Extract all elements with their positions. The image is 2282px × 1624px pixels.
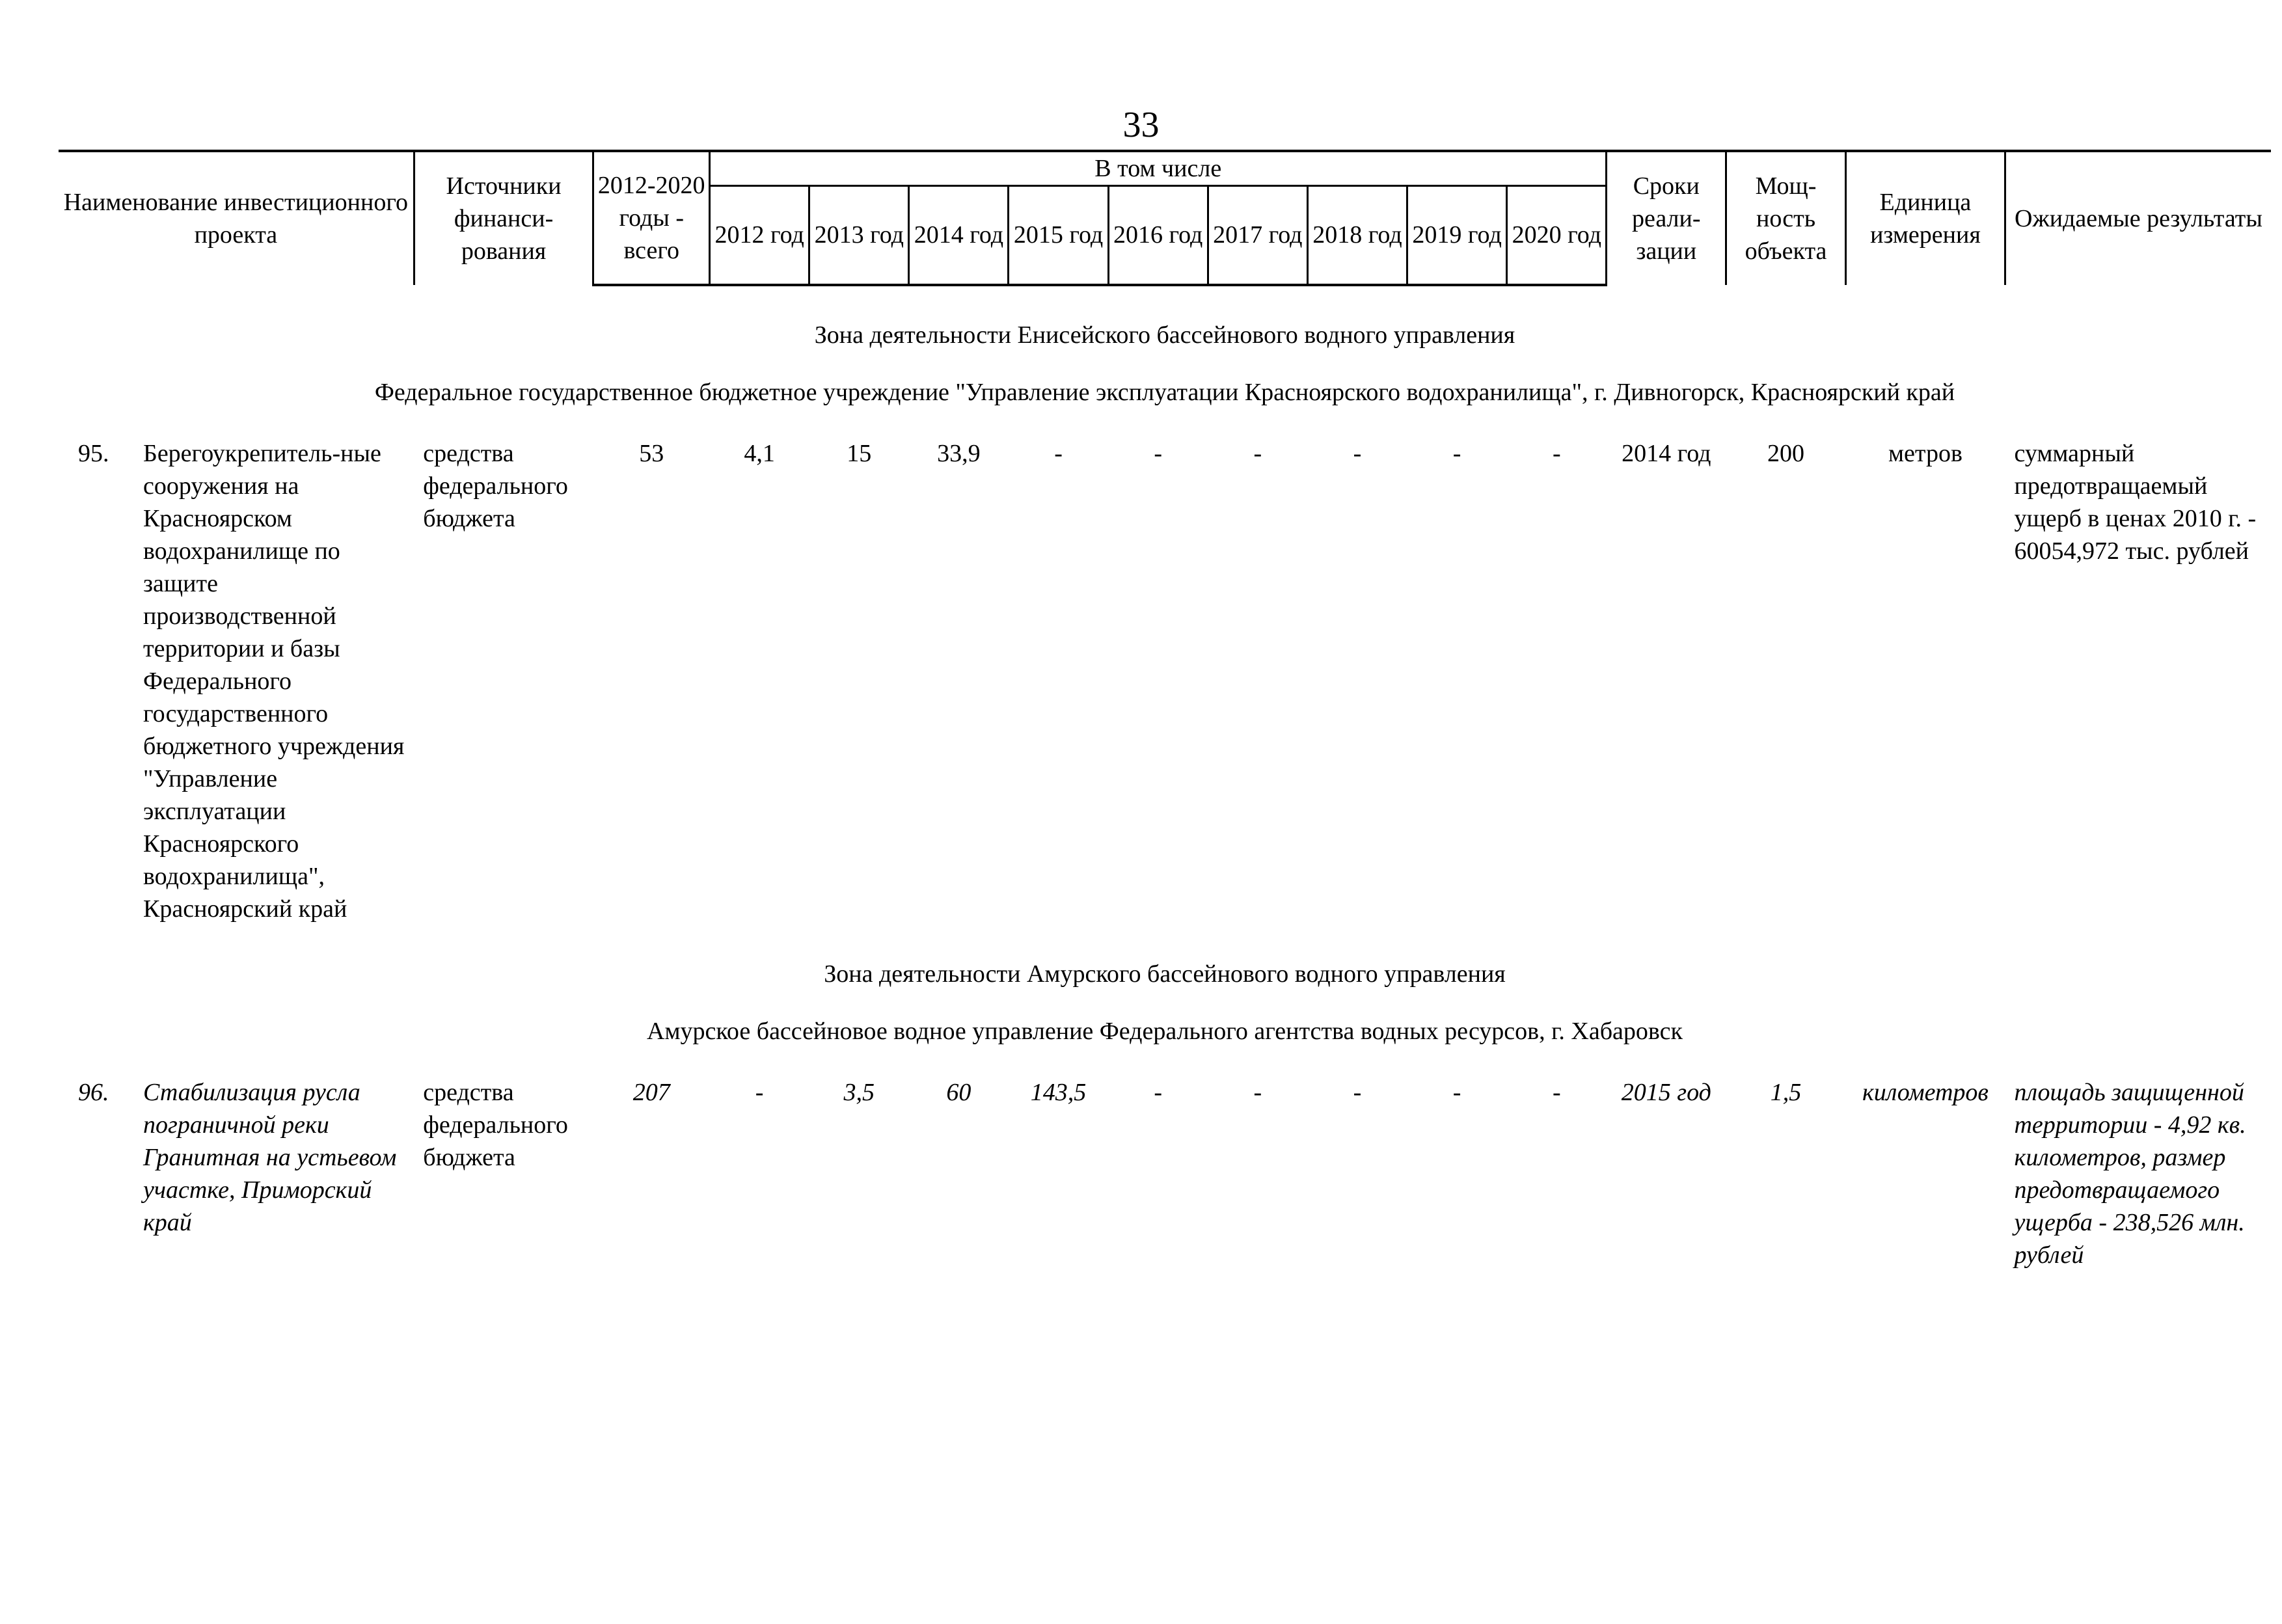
header-terms: Сроки реали-зации (1607, 151, 1726, 285)
investment-projects-table (59, 150, 2271, 1271)
organization-heading: Федеральное государственное бюджетное учреждение "Управление эксплуатации Красноярского водохранилища", г. Дивногорск, Красноярский край (374, 378, 1955, 406)
zone-heading: Зона деятельности Амурского бассейнового водного управления (824, 960, 1506, 988)
year-value: 3,5 (843, 1078, 875, 1106)
year-value: 60 (946, 1078, 971, 1106)
year-value: - (1353, 439, 1362, 467)
zone-heading: Зона деятельности Енисейского бассейнового водного управления (814, 321, 1515, 349)
year-value: - (1552, 439, 1561, 467)
table-row (59, 432, 2271, 925)
capacity-value: 200 (1767, 439, 1805, 467)
year-value: - (1154, 439, 1163, 467)
year-value: - (1452, 439, 1461, 467)
table-row (59, 1071, 2271, 1271)
header-unit: Единица измерения (1845, 151, 2005, 285)
expected-result: суммарный предотвращаемый ущерб в ценах 2010 г. - 60054,972 тыс. рублей (2014, 439, 2257, 565)
implementation-term: 2015 год (1621, 1078, 1711, 1106)
row-index: 95. (78, 439, 109, 467)
header-including: В том числе (710, 151, 1607, 186)
organization-heading: Амурское бассейновое водное управление Федерального агентства водных ресурсов, г. Хабаровск (647, 1017, 1683, 1045)
implementation-term: 2014 год (1622, 439, 1711, 467)
year-value: - (1253, 1078, 1262, 1106)
header-expected: Ожидаемые результаты (2005, 151, 2271, 285)
year-value: 143,5 (1030, 1078, 1087, 1106)
year-value: - (1054, 439, 1063, 467)
year-value: 33,9 (937, 439, 981, 467)
total-value: 207 (632, 1078, 670, 1106)
header-year: 2018 год (1307, 186, 1407, 285)
header-funding-sources: Источники финанси-рования (414, 151, 593, 285)
header-project-name: Наименование инвестиционного проекта (59, 151, 414, 285)
header-total: 2012-2020 годы - всего (593, 151, 710, 285)
header-year: 2013 год (809, 186, 909, 285)
header-year: 2020 год (1507, 186, 1607, 285)
header-year: 2019 год (1407, 186, 1507, 285)
project-name: Стабилизация русла пограничной реки Гранитная на устьевом участке, Приморский край (143, 1078, 397, 1236)
project-name: Берегоукрепитель-ные сооружения на Красноярском водохранилище по защите производственной территории и базы Федерального государственного бюджетного учреждения "Управление эксплуатации Красноярского водохранилища", Красноярский край (143, 439, 405, 923)
page-number: 33 (1122, 105, 1160, 145)
year-value: 4,1 (744, 439, 775, 467)
year-value: - (755, 1078, 764, 1106)
year-value: - (1452, 1078, 1461, 1106)
unit-value: километров (1862, 1078, 1989, 1106)
year-value: - (1552, 1078, 1561, 1106)
header-year: 2014 год (909, 186, 1009, 285)
header-year: 2012 год (710, 186, 809, 285)
year-value: - (1154, 1078, 1163, 1106)
capacity-value: 1,5 (1770, 1078, 1802, 1106)
year-value: 15 (847, 439, 872, 467)
header-year: 2017 год (1208, 186, 1307, 285)
year-value: - (1253, 439, 1262, 467)
year-value: - (1353, 1078, 1362, 1106)
header-year: 2016 год (1108, 186, 1208, 285)
expected-result: площадь защищенной территории - 4,92 кв. километров, размер предотвращаемого ущерба - 238,526 млн. рублей (2014, 1078, 2246, 1269)
funding-source: средства федерального бюджета (423, 1078, 568, 1171)
header-year: 2015 год (1009, 186, 1108, 285)
funding-source: средства федерального бюджета (423, 439, 568, 532)
header-capacity: Мощ-ность объекта (1726, 151, 1846, 285)
unit-value: метров (1888, 439, 1963, 467)
row-index: 96. (78, 1078, 109, 1106)
total-value: 53 (639, 439, 664, 467)
